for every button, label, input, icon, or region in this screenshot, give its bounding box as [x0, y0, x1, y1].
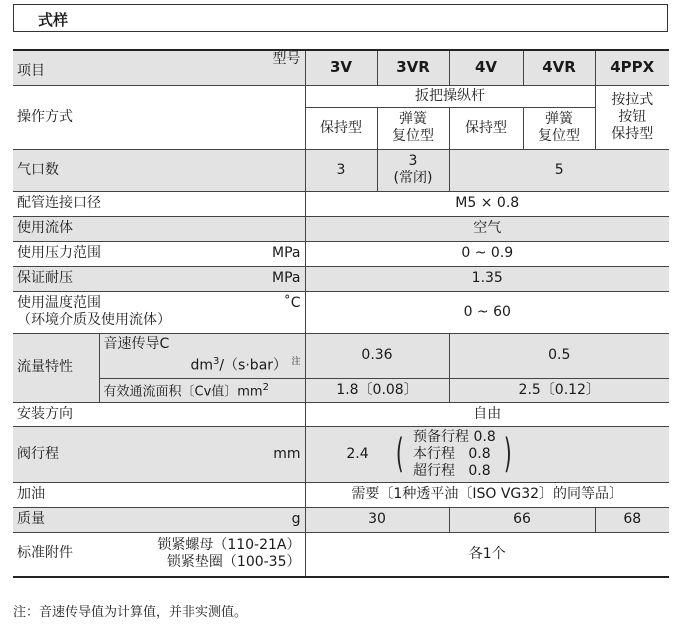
mass-label: 质量 [17, 511, 45, 527]
area-4: 2.5〔0.12〕 [449, 378, 669, 402]
fluid-value: 空气 [305, 216, 669, 241]
mounting-label: 安装方向 [13, 402, 305, 426]
fluid-label: 使用流体 [13, 216, 305, 241]
col-3vr: 3VR [377, 50, 449, 85]
header-item-label: 项目 [17, 63, 45, 80]
flow-area-row [13, 378, 669, 402]
area-sup: 2 [262, 382, 269, 394]
mass-4: 66 [449, 507, 595, 532]
section-header [13, 4, 668, 32]
proof-unit: MPa [272, 270, 301, 286]
flow-label: 流量特性 [13, 333, 99, 402]
mass-label-cell [13, 507, 305, 532]
pressure-value: 0 ~ 0.9 [305, 241, 669, 266]
mass-unit: g [291, 511, 301, 527]
mounting-value: 自由 [305, 402, 669, 426]
mounting-row [13, 402, 669, 426]
accessory-row [13, 532, 669, 577]
operation-row-1 [13, 85, 669, 107]
keep-type-4v: 保持型 [449, 107, 523, 149]
area-3: 1.8〔0.08〕 [305, 378, 449, 402]
accessory-washer: 锁紧垫圈（100-35） [166, 554, 301, 571]
stroke-label-cell [13, 426, 305, 482]
footnote: 注：音速传导值为计算值，并非实测值。 [13, 605, 248, 620]
stroke-value: 2.4 [346, 445, 369, 462]
col-4vr: 4VR [523, 50, 595, 85]
sonic-label-cell [99, 333, 305, 378]
stroke-bracket-left: ( [395, 431, 404, 477]
mass-ppx: 68 [595, 507, 669, 532]
col-4ppx: 4PPX [595, 50, 669, 85]
fluid-row [13, 216, 669, 241]
pressure-label-cell [13, 241, 305, 266]
temp-value: 0 ~ 60 [305, 291, 669, 333]
temp-unit: ˚C [283, 295, 301, 311]
ports-4: 5 [449, 149, 669, 191]
piping-row [13, 191, 669, 216]
pre-stroke-value: 0.8 [473, 428, 496, 445]
keep-type-3v: 保持型 [305, 107, 377, 149]
lube-row [13, 482, 669, 507]
area-label: 有效通流面积〔Cv值〕mm [103, 384, 263, 400]
stroke-breakdown [412, 429, 496, 480]
proof-value: 1.35 [305, 266, 669, 291]
accessory-label-cell [13, 532, 305, 577]
spring-type-4vr: 弹簧 复位型 [523, 107, 595, 149]
ports-label: 气口数 [13, 149, 305, 191]
lever-label: 扳把操纵杆 [305, 85, 595, 107]
over-stroke-label: 超行程 [413, 462, 456, 479]
lube-label: 加油 [13, 482, 305, 507]
proof-label: 保证耐压 [17, 270, 73, 286]
header-model-label: 型号 [272, 51, 301, 68]
pre-stroke-label: 预备行程 [413, 428, 470, 445]
piping-label: 配管连接口径 [13, 191, 305, 216]
ports-row [13, 149, 669, 191]
sonic-label: 音速传导C [103, 336, 170, 353]
main-stroke-label: 本行程 [413, 445, 456, 462]
accessory-value: 各1个 [305, 532, 669, 577]
piping-value: M5 × 0.8 [305, 191, 669, 216]
proof-row [13, 266, 669, 291]
section-title: 式样 [38, 11, 69, 29]
ports-3v: 3 [305, 149, 377, 191]
spring-type-3vr: 弹簧 复位型 [377, 107, 449, 149]
ports-3vr: 3 (常闭) [377, 149, 449, 191]
header-item-cell [13, 50, 305, 85]
col-3v: 3V [305, 50, 377, 85]
sonic-unit-b: /（s·bar） [219, 357, 288, 374]
stroke-bracket-right: ) [504, 431, 512, 477]
pressure-row [13, 241, 669, 266]
sonic-4: 0.5 [449, 333, 669, 378]
temp-label: 使用温度范围 （环境介质及使用流体） [17, 295, 171, 328]
lube-value: 需要〔1种透平油〔ISO VG32〕的同等品〕 [305, 482, 669, 507]
sonic-unit-sup: 3 [212, 356, 220, 368]
col-4v: 4V [449, 50, 523, 85]
sonic-unit-a: dm [190, 357, 213, 374]
sonic-3: 0.36 [305, 333, 449, 378]
flow-sonic-row [13, 333, 669, 378]
pressure-label: 使用压力范围 [17, 245, 101, 261]
pressure-unit: MPa [272, 245, 301, 261]
table-header-row [13, 50, 669, 85]
accessory-nut: 锁紧螺母（110-21A） [157, 537, 301, 554]
mass-3: 30 [305, 507, 449, 532]
temp-label-cell [13, 291, 305, 333]
proof-label-cell [13, 266, 305, 291]
over-stroke-value: 0.8 [468, 462, 491, 479]
stroke-row [13, 426, 669, 482]
stroke-label: 阀行程 [17, 445, 59, 462]
area-label-cell [99, 378, 305, 402]
note-mark: 注 [291, 357, 301, 368]
stroke-unit: mm [273, 445, 301, 462]
operation-label: 操作方式 [13, 85, 305, 149]
spec-table [13, 49, 669, 578]
push-pull-label: 按拉式 按钮 保持型 [595, 85, 669, 149]
temp-row [13, 291, 669, 333]
mass-row [13, 507, 669, 532]
main-stroke-value: 0.8 [468, 445, 491, 462]
stroke-value-cell [305, 426, 669, 482]
accessory-label: 标准附件 [17, 545, 73, 562]
